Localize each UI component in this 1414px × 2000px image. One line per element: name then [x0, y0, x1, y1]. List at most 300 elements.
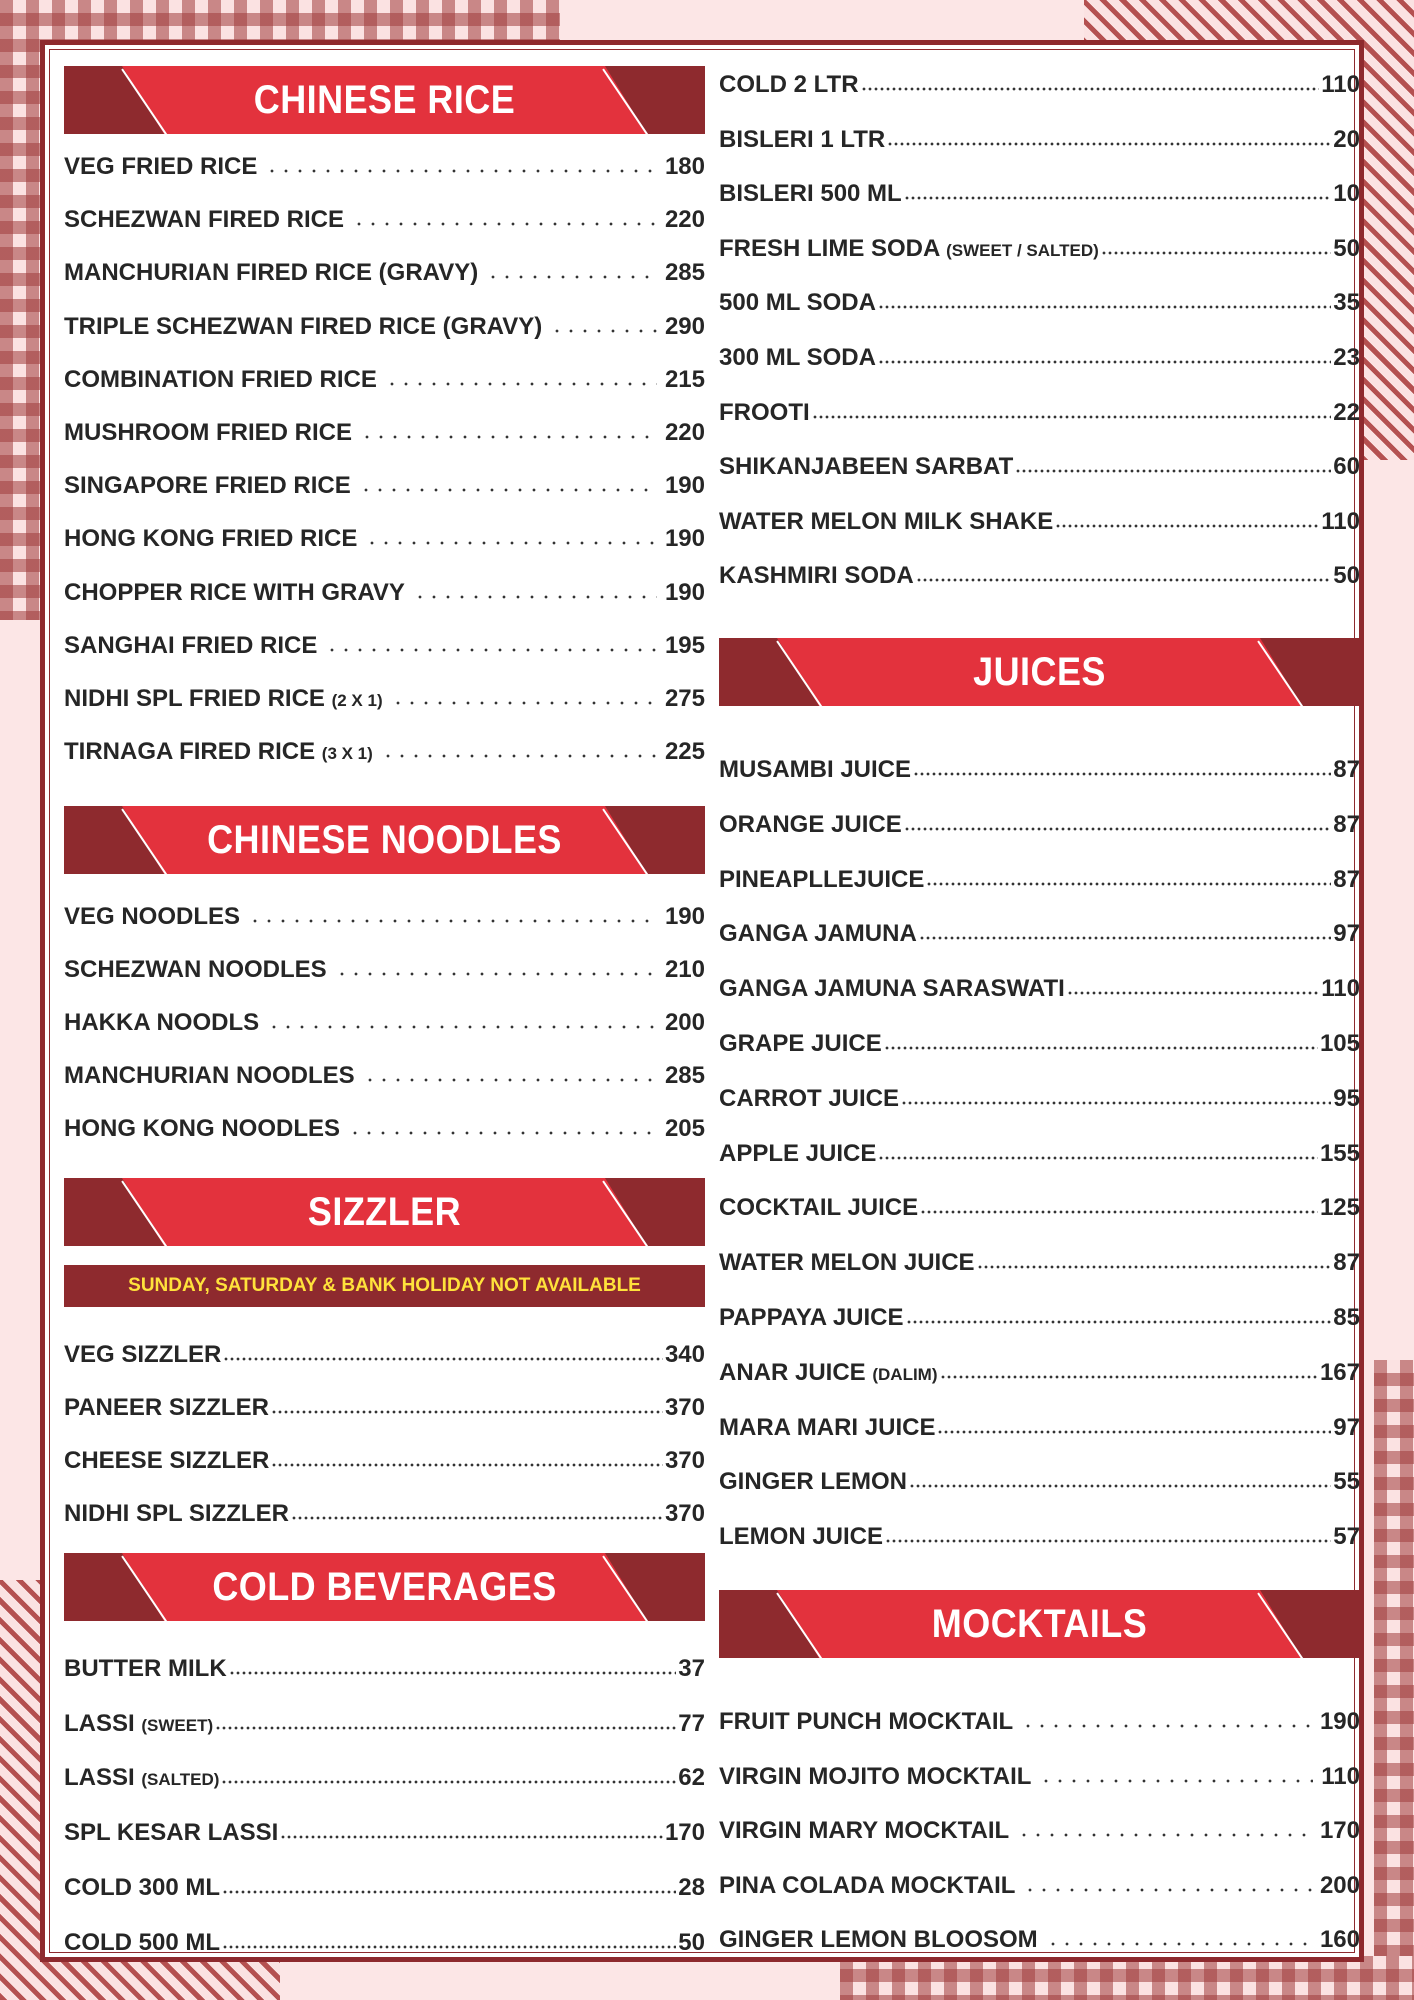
menu-item-row: [719, 1866, 1360, 1900]
menu-item-row: [719, 1188, 1360, 1222]
item-name: [64, 206, 344, 234]
item-name: [64, 153, 257, 181]
menu-item-row: [64, 307, 705, 341]
item-name-text: SINGAPORE FRIED RICE: [64, 472, 351, 500]
item-name-text: ANAR JUICE: [719, 1358, 866, 1386]
item-name: [719, 1926, 1038, 1954]
item-price: 110: [1321, 1762, 1360, 1790]
item-name-text: VIRGIN MARY MOCKTAIL: [719, 1817, 1010, 1845]
item-name: [64, 1500, 289, 1528]
dot-leader: [878, 1155, 1318, 1161]
dot-leader: [348, 1130, 657, 1136]
item-price: 170: [664, 1819, 705, 1847]
dot-leader: [215, 1725, 676, 1731]
menu-item-row: [64, 1056, 705, 1090]
item-name: [719, 1414, 935, 1442]
mocktails-banner: [719, 1590, 1360, 1658]
item-name-text: GRAPE JUICE: [719, 1030, 882, 1057]
dot-leader: [267, 1024, 657, 1030]
item-name-text: PINA COLADA MOCKTAIL: [719, 1871, 1016, 1899]
menu-item-row: [64, 1813, 705, 1847]
item-price: 10: [1333, 180, 1360, 208]
dot-leader: [391, 700, 657, 706]
item-name-text: SCHEZWAN FIRED RICE: [64, 206, 345, 234]
item-name-text: ORANGE JUICE: [719, 810, 902, 838]
item-name-text: PAPPAYA JUICE: [719, 1304, 904, 1331]
menu-item-row: [719, 1408, 1360, 1442]
dot-leader: [222, 1944, 676, 1950]
dot-leader: [248, 918, 657, 924]
section-title: JUICES: [973, 650, 1106, 694]
item-price: 28: [678, 1873, 705, 1901]
menu-item-row: [719, 1134, 1360, 1168]
dot-leader: [486, 274, 657, 280]
item-name-text: PANEER SIZZLER: [64, 1394, 269, 1421]
item-price: 220: [664, 206, 705, 234]
item-price: 55: [1333, 1468, 1360, 1496]
item-name-text: CHEESE SIZZLER: [64, 1447, 270, 1474]
dot-leader: [291, 1515, 663, 1521]
dot-leader: [878, 304, 1331, 310]
menu-item-row: [719, 805, 1360, 839]
item-name: [719, 508, 1053, 536]
dot-leader: [1039, 1778, 1313, 1784]
item-name: [64, 1710, 213, 1738]
menu-item-row: [64, 573, 705, 607]
menu-item-row: [64, 626, 705, 660]
item-name: [64, 259, 478, 287]
item-price: 190: [664, 903, 705, 930]
item-name-text: CHOPPER RICE WITH GRAVY: [64, 578, 405, 606]
item-name-text: VEG SIZZLER: [64, 1341, 222, 1368]
dot-leader: [352, 221, 657, 227]
menu-item-row: [64, 1494, 705, 1528]
item-price: 200: [664, 1009, 705, 1036]
item-name: [64, 1394, 269, 1422]
item-name-text: COLD 300 ML: [64, 1873, 221, 1901]
item-name-text: 500 ML SODA: [719, 289, 876, 317]
item-note: (3 X 1): [321, 744, 373, 764]
menu-item-row: [64, 1704, 705, 1738]
menu-item-row: [64, 1003, 705, 1037]
menu-item-row: [719, 1353, 1360, 1387]
menu-item-row: [719, 338, 1360, 372]
section-title: MOCKTAILS: [931, 1602, 1148, 1646]
menu-item-row: [64, 1868, 705, 1902]
menu-item-row: [64, 1335, 705, 1369]
menu-item-row: [64, 200, 705, 234]
item-name: [719, 1523, 883, 1551]
item-name: [719, 344, 876, 372]
menu-item-row: [64, 1649, 705, 1683]
item-name-text: FRESH LIME SODA: [719, 234, 940, 262]
item-price: 225: [664, 738, 705, 766]
item-price: 125: [1319, 1194, 1360, 1222]
item-name: [64, 1655, 227, 1683]
item-note: (DALIM): [872, 1364, 938, 1384]
menu-item-row: [719, 65, 1360, 99]
checkered-edge-bottom: [840, 1956, 1414, 2000]
dot-leader: [221, 1779, 676, 1785]
item-name: [64, 366, 377, 394]
dot-leader: [909, 1483, 1331, 1489]
item-name-text: VEG NOODLES: [64, 903, 241, 930]
item-price: 190: [664, 578, 705, 606]
item-name: [64, 1929, 220, 1957]
item-name: [64, 579, 405, 607]
dot-leader: [1046, 1941, 1312, 1947]
item-price: 77: [678, 1709, 705, 1737]
menu-item-row: [719, 229, 1360, 263]
item-price: 210: [664, 956, 705, 983]
item-price: 62: [678, 1764, 705, 1792]
item-name: [719, 126, 885, 154]
menu-item-row: [64, 1923, 705, 1957]
item-price: 97: [1333, 1413, 1360, 1441]
chinese-rice-banner: [64, 66, 705, 134]
dot-leader: [280, 1834, 663, 1840]
item-price: 285: [664, 259, 705, 287]
item-price: 195: [664, 631, 705, 659]
dot-leader: [919, 935, 1332, 941]
item-name-text: VIRGIN MOJITO MOCKTAIL: [719, 1762, 1032, 1790]
menu-item-row: [719, 556, 1360, 590]
dot-leader: [1055, 523, 1319, 529]
item-name-text: HONG KONG FRIED RICE: [64, 525, 358, 553]
dot-leader: [916, 577, 1332, 583]
item-name: [719, 399, 810, 427]
item-price: 370: [664, 1500, 705, 1527]
item-price: 87: [1333, 865, 1360, 893]
dot-leader: [913, 771, 1331, 777]
item-name-text: COLD 500 ML: [64, 1928, 221, 1956]
item-name: [719, 1140, 876, 1168]
menu-item-row: [719, 1702, 1360, 1736]
item-name-text: MANCHURIAN FIRED RICE (GRAVY): [64, 259, 479, 287]
item-name: [64, 1062, 355, 1090]
item-price: 215: [664, 365, 705, 393]
item-name: [719, 1304, 904, 1332]
dot-leader: [906, 1319, 1332, 1325]
item-price: 290: [664, 312, 705, 340]
item-name-text: NIDHI SPL SIZZLER: [64, 1500, 289, 1527]
item-name: [719, 975, 1065, 1003]
juices-banner: [719, 638, 1360, 706]
item-name-text: BUTTER MILK: [64, 1655, 227, 1682]
item-name: [64, 1447, 269, 1475]
item-name: [719, 1872, 1015, 1900]
dot-leader: [335, 971, 657, 977]
item-note: (SALTED): [141, 1770, 220, 1790]
item-name: [719, 1194, 918, 1222]
item-name-text: GANGA JAMUNA SARASWATI: [719, 975, 1065, 1003]
item-name-text: 300 ML SODA: [719, 344, 876, 371]
item-price: 60: [1333, 453, 1360, 481]
item-name: [719, 235, 1099, 263]
item-price: 190: [664, 472, 705, 500]
sizzler-banner: [64, 1178, 705, 1246]
dot-leader: [1101, 250, 1331, 256]
section-title: SIZZLER: [307, 1190, 462, 1234]
item-name: [719, 1030, 882, 1058]
item-price: 205: [664, 1115, 705, 1142]
item-name: [719, 1708, 1013, 1736]
item-price: 87: [1333, 756, 1360, 783]
dot-leader: [1017, 1832, 1312, 1838]
item-name: [64, 1874, 220, 1902]
dot-leader: [920, 1209, 1318, 1215]
dot-leader: [222, 1889, 676, 1895]
item-price: 370: [664, 1394, 705, 1421]
item-name-text: COCKTAIL JUICE: [719, 1194, 919, 1222]
availability-notice: SUNDAY, SATURDAY & BANK HOLIDAY NOT AVAILABLE: [64, 1265, 705, 1307]
item-price: 170: [1319, 1817, 1360, 1845]
menu-item-row: [64, 253, 705, 287]
menu-item-row: [64, 1441, 705, 1475]
item-name: [719, 180, 902, 208]
item-name-text: SANGHAI FRIED RICE: [64, 631, 318, 659]
item-name-text: VEG FRIED RICE: [64, 153, 258, 180]
dot-leader: [359, 487, 657, 493]
item-price: 97: [1333, 920, 1360, 948]
item-name: [64, 1819, 278, 1847]
menu-item-row: [719, 1079, 1360, 1113]
item-price: 35: [1333, 289, 1360, 317]
item-name-text: APPLE JUICE: [719, 1139, 877, 1167]
menu-item-row: [64, 1109, 705, 1143]
dot-leader: [325, 647, 657, 653]
item-name-text: COMBINATION FRIED RICE: [64, 365, 377, 393]
item-name-text: FROOTI: [719, 398, 810, 426]
item-name-text: WATER MELON MILK SHAKE: [719, 507, 1054, 535]
dot-leader: [385, 381, 657, 387]
item-name: [64, 685, 383, 713]
dot-leader: [413, 594, 657, 600]
dot-leader: [381, 753, 657, 759]
item-name: [64, 525, 357, 553]
menu-item-row: [64, 519, 705, 553]
dot-leader: [887, 141, 1331, 147]
menu-item-row: [719, 283, 1360, 317]
menu-item-row: [719, 502, 1360, 536]
item-name: [719, 289, 876, 317]
dot-leader: [363, 1077, 657, 1083]
menu-item-row: [719, 1243, 1360, 1277]
item-name-text: TRIPLE SCHEZWAN FIRED RICE (GRAVY): [64, 312, 543, 340]
item-price: 57: [1333, 1523, 1360, 1551]
item-price: 87: [1333, 1249, 1360, 1277]
item-name: [719, 562, 914, 590]
item-name: [719, 1249, 975, 1277]
item-name-text: FRUIT PUNCH MOCKTAIL: [719, 1708, 1014, 1735]
item-name: [719, 71, 859, 99]
item-price: 50: [1333, 562, 1360, 590]
item-name: [64, 419, 352, 447]
item-name: [64, 1115, 340, 1143]
dot-leader: [885, 1538, 1331, 1544]
item-price: 110: [1321, 71, 1360, 98]
item-name: [719, 920, 917, 948]
item-name: [719, 811, 902, 839]
item-name: [719, 756, 911, 784]
item-price: 85: [1333, 1304, 1360, 1331]
item-price: 22: [1333, 398, 1360, 426]
dot-leader: [271, 1462, 663, 1468]
dot-leader: [861, 86, 1320, 92]
item-name: [64, 738, 373, 766]
item-name-text: SPL KESAR LASSI: [64, 1819, 279, 1847]
item-name-text: TIRNAGA FIRED RICE: [64, 738, 316, 766]
item-price: 190: [1319, 1708, 1360, 1735]
menu-item-row: [64, 413, 705, 447]
item-name: [719, 866, 924, 894]
menu-item-row: [719, 1462, 1360, 1496]
item-note: (SWEET / SALTED): [946, 240, 1099, 260]
item-price: 155: [1319, 1139, 1360, 1167]
item-name: [64, 1764, 219, 1792]
item-name: [719, 1359, 938, 1387]
dot-leader: [901, 1100, 1331, 1106]
dot-leader: [977, 1264, 1332, 1270]
cold-beverages-banner: [64, 1553, 705, 1621]
item-price: 20: [1333, 125, 1360, 153]
menu-item-row: [719, 393, 1360, 427]
menu-page: [40, 40, 1364, 1962]
section-title: COLD BEVERAGES: [212, 1565, 557, 1609]
item-note: (2 X 1): [331, 691, 383, 710]
item-name-text: PINEAPLLEJUICE: [719, 865, 925, 893]
menu-item-row: [64, 1758, 705, 1792]
item-name-text: MUSHROOM FRIED RICE: [64, 419, 352, 446]
dot-leader: [1067, 990, 1320, 996]
item-price: 180: [664, 153, 705, 180]
item-price: 190: [664, 525, 705, 553]
checkered-edge-right: [1374, 1360, 1414, 2000]
menu-item-row: [719, 750, 1360, 784]
dot-leader: [904, 195, 1332, 201]
dot-leader: [271, 1409, 663, 1415]
menu-item-row: [719, 1024, 1360, 1058]
item-price: 160: [1319, 1926, 1360, 1954]
item-name: [64, 472, 351, 500]
item-price: 87: [1333, 810, 1360, 838]
item-name-text: COLD 2 LTR: [719, 71, 859, 98]
item-name-text: KASHMIRI SODA: [719, 562, 914, 590]
item-name-text: LEMON JUICE: [719, 1523, 884, 1551]
item-name: [719, 1468, 907, 1496]
dot-leader: [904, 826, 1332, 832]
item-name-text: BISLERI 500 ML: [719, 180, 902, 208]
item-name: [719, 1817, 1009, 1845]
dot-leader: [937, 1429, 1331, 1435]
item-name: [719, 453, 1013, 481]
item-name-text: SHIKANJABEEN SARBAT: [719, 453, 1014, 481]
item-price: 105: [1319, 1030, 1360, 1057]
item-name: [719, 1763, 1031, 1791]
item-name-text: BISLERI 1 LTR: [719, 125, 886, 153]
item-note: (SWEET): [141, 1715, 214, 1735]
menu-item-row: [719, 174, 1360, 208]
item-price: 110: [1321, 507, 1360, 535]
item-name-text: GINGER LEMON: [719, 1468, 908, 1496]
item-name-text: CARROT JUICE: [719, 1084, 900, 1112]
item-price: 167: [1319, 1358, 1360, 1386]
menu-item-row: [64, 897, 705, 931]
dot-leader: [878, 359, 1331, 365]
dot-leader: [926, 881, 1331, 887]
menu-item-row: [64, 360, 705, 394]
item-price: 95: [1333, 1084, 1360, 1112]
menu-item-row: [719, 969, 1360, 1003]
item-price: 200: [1319, 1871, 1360, 1899]
menu-item-row: [719, 860, 1360, 894]
item-name-text: MANCHURIAN NOODLES: [64, 1062, 355, 1089]
menu-item-row: [719, 1811, 1360, 1845]
menu-item-row: [64, 679, 705, 713]
item-name: [719, 1085, 899, 1113]
menu-item-row: [719, 1298, 1360, 1332]
item-name-text: HONG KONG NOODLES: [64, 1115, 341, 1142]
menu-item-row: [719, 447, 1360, 481]
dot-leader: [812, 414, 1332, 420]
dot-leader: [550, 328, 657, 334]
item-name-text: MUSAMBI JUICE: [719, 756, 912, 783]
item-price: 370: [664, 1447, 705, 1474]
dot-leader: [884, 1045, 1318, 1051]
item-name: [64, 313, 542, 341]
menu-item-row: [719, 914, 1360, 948]
item-name-text: LASSI: [64, 1764, 135, 1792]
menu-item-row: [64, 950, 705, 984]
item-price: 50: [1333, 234, 1360, 262]
section-title: CHINESE RICE: [253, 78, 516, 122]
menu-item-row: [64, 1388, 705, 1422]
item-name-text: WATER MELON JUICE: [719, 1249, 975, 1277]
item-name-text: SCHEZWAN NOODLES: [64, 956, 327, 983]
dot-leader: [365, 540, 657, 546]
item-price: 275: [664, 685, 705, 712]
dot-leader: [223, 1356, 663, 1362]
item-price: 110: [1321, 975, 1360, 1003]
item-name-text: NIDHI SPL FRIED RICE: [64, 685, 325, 712]
dot-leader: [1021, 1723, 1312, 1729]
dot-leader: [1023, 1887, 1312, 1893]
item-price: 340: [664, 1341, 705, 1368]
item-name-text: GANGA JAMUNA: [719, 920, 917, 948]
dot-leader: [229, 1670, 677, 1676]
item-price: 285: [664, 1062, 705, 1089]
dot-leader: [360, 434, 657, 440]
menu-item-row: [64, 466, 705, 500]
item-price: 220: [664, 419, 705, 446]
item-price: 50: [678, 1928, 705, 1956]
item-name: [64, 903, 240, 931]
menu-item-row: [64, 147, 705, 181]
item-name-text: LASSI: [64, 1709, 135, 1737]
dot-leader: [1015, 468, 1331, 474]
dot-leader: [265, 168, 657, 174]
menu-item-row: [64, 732, 705, 766]
item-name-text: GINGER LEMON BLOOSOM: [719, 1926, 1038, 1954]
item-name: [64, 1009, 259, 1037]
item-price: 23: [1333, 344, 1360, 371]
menu-item-row: [719, 1517, 1360, 1551]
menu-item-row: [719, 1920, 1360, 1954]
item-price: 37: [678, 1655, 705, 1682]
chinese-noodles-banner: [64, 806, 705, 874]
section-title: CHINESE NOODLES: [207, 818, 562, 862]
item-name-text: MARA MARI JUICE: [719, 1413, 936, 1441]
